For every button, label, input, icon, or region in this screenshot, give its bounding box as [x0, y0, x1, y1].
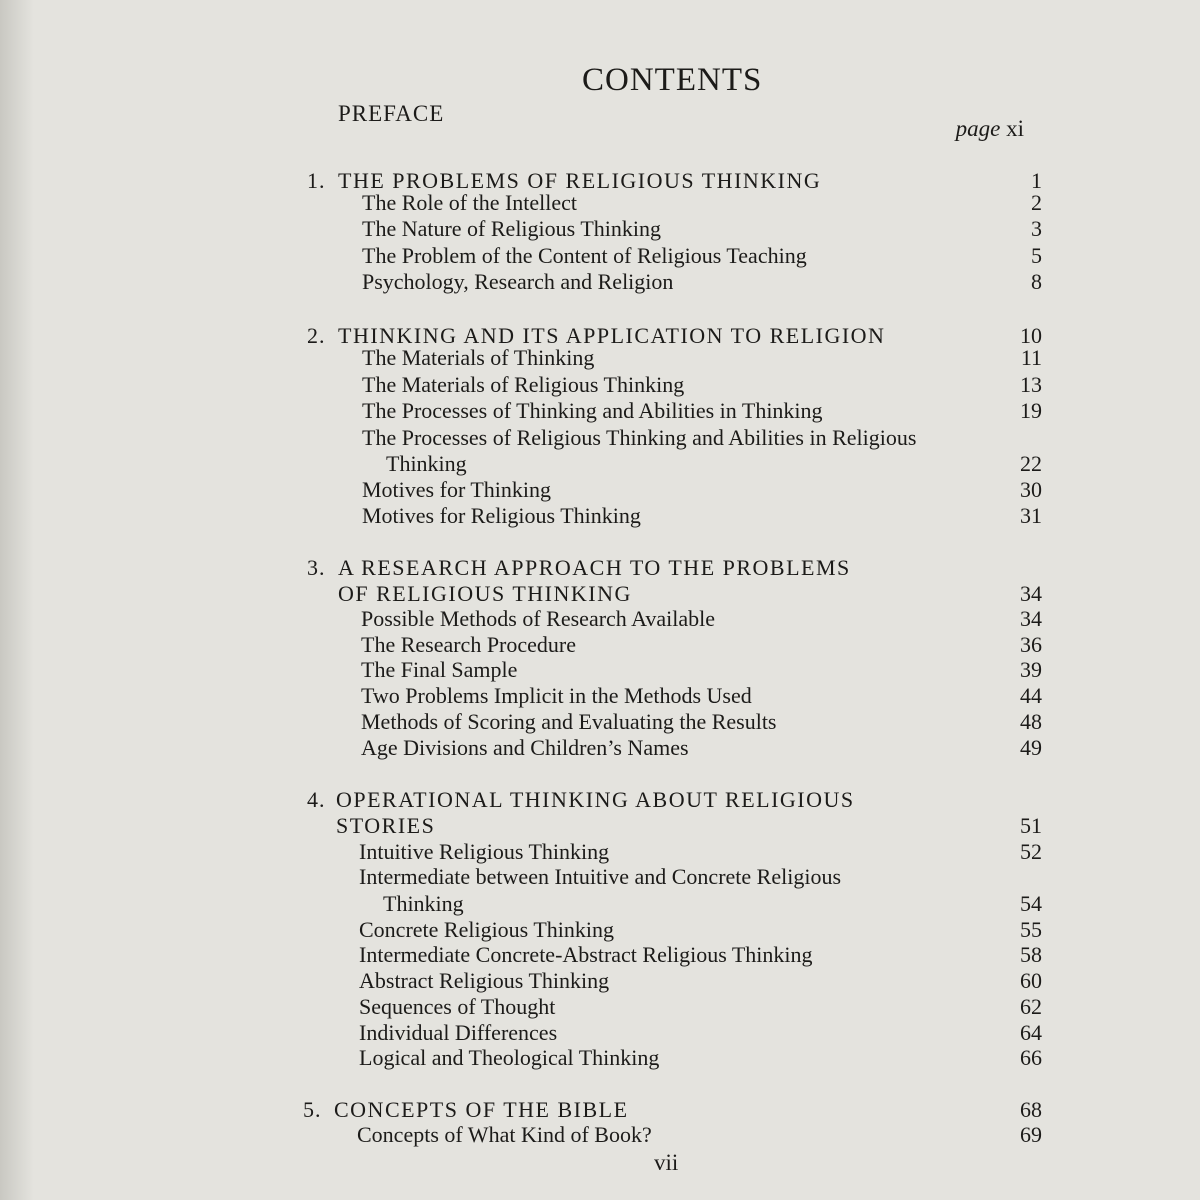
section-title: Two Problems Implicit in the Methods Used	[361, 683, 752, 708]
section-title: Age Divisions and Children’s Names	[361, 735, 689, 760]
chapter-row	[0, 555, 1200, 581]
preface-page-number: xi	[1006, 116, 1024, 141]
section-row	[0, 709, 1200, 735]
section-row	[0, 657, 1200, 683]
section-title: Concrete Religious Thinking	[359, 917, 615, 942]
section-title: The Problem of the Content of Religious Teaching	[362, 243, 807, 268]
section-title: The Materials of Thinking	[362, 345, 595, 370]
section-row	[0, 683, 1200, 709]
section-title: The Processes of Thinking and Abilities in Thinking	[362, 398, 823, 423]
page-number: 55	[1020, 917, 1042, 942]
page-number: 69	[1020, 1122, 1042, 1147]
page-folio: vii	[654, 1150, 679, 1175]
section-row	[0, 839, 1200, 865]
chapter-number: 2.	[307, 323, 326, 348]
page-number: 22	[1020, 451, 1042, 476]
section-row	[0, 1122, 1200, 1148]
section-title: Logical and Theological Thinking	[359, 1045, 660, 1070]
section-title: Intermediate between Intuitive and Concrete Religious	[359, 864, 842, 889]
section-title: The Research Procedure	[361, 632, 577, 657]
section-title: Motives for Thinking	[362, 477, 552, 502]
section-row	[0, 425, 1200, 451]
section-row	[0, 1020, 1200, 1046]
section-title: Concepts of What Kind of Book?	[357, 1122, 652, 1147]
page-number: 5	[1031, 243, 1042, 268]
section-row	[0, 994, 1200, 1020]
page-number: 44	[1020, 683, 1042, 708]
section-title: The Nature of Religious Thinking	[362, 216, 661, 241]
chapter-row	[0, 1097, 1200, 1123]
chapter-title: CONCEPTS OF THE BIBLE	[334, 1097, 629, 1122]
page-number: 54	[1020, 891, 1042, 916]
page-number: 2	[1031, 190, 1042, 215]
section-row	[0, 606, 1200, 632]
chapter-number: 5.	[303, 1097, 322, 1122]
page-number: 30	[1020, 477, 1042, 502]
chapter-title: THINKING AND ITS APPLICATION TO RELIGION	[338, 323, 886, 348]
section-row	[0, 477, 1200, 503]
section-row	[0, 891, 1200, 917]
page-number: 11	[1020, 345, 1042, 370]
section-title-continuation: Thinking	[386, 451, 467, 476]
section-title: The Role of the Intellect	[362, 190, 578, 215]
section-row	[0, 968, 1200, 994]
section-row	[0, 398, 1200, 424]
page-number: 58	[1020, 942, 1042, 967]
chapter-row	[0, 787, 1200, 813]
section-title: Psychology, Research and Religion	[362, 269, 674, 294]
page-number: 62	[1020, 994, 1042, 1019]
preface-entry: PREFACE	[338, 101, 445, 126]
page-number: 52	[1020, 839, 1042, 864]
page-number: 8	[1031, 269, 1042, 294]
page-number: 39	[1020, 657, 1042, 682]
page-number: 66	[1020, 1045, 1042, 1070]
page-number: 48	[1020, 709, 1042, 734]
section-row	[0, 372, 1200, 398]
page-title: CONTENTS	[582, 62, 763, 98]
page-number: 34	[1020, 581, 1042, 606]
page-number: 68	[1020, 1097, 1042, 1122]
section-title: The Materials of Religious Thinking	[362, 372, 685, 397]
chapter-title: OPERATIONAL THINKING ABOUT RELIGIOUS	[336, 787, 855, 812]
page-number: 34	[1020, 606, 1042, 631]
section-title: Intermediate Concrete-Abstract Religious Thinking	[359, 942, 813, 967]
section-row	[0, 216, 1200, 242]
section-row	[0, 190, 1200, 216]
section-row	[0, 345, 1200, 371]
page-number: 36	[1020, 632, 1042, 657]
chapter-row	[0, 581, 1200, 607]
section-row	[0, 864, 1200, 890]
section-row	[0, 503, 1200, 529]
section-row	[0, 1045, 1200, 1071]
section-title: Abstract Religious Thinking	[359, 968, 610, 993]
chapter-title: STORIES	[336, 813, 436, 838]
page-number: 60	[1020, 968, 1042, 993]
page-number: 19	[1020, 398, 1042, 423]
section-title: Methods of Scoring and Evaluating the Results	[361, 709, 777, 734]
page-word: page	[955, 116, 1001, 141]
section-title: The Processes of Religious Thinking and Abilities in Religious	[362, 425, 917, 450]
chapter-title: OF RELIGIOUS THINKING	[338, 581, 632, 606]
section-title: The Final Sample	[361, 657, 518, 682]
section-row	[0, 917, 1200, 943]
section-title: Motives for Religious Thinking	[362, 503, 641, 528]
section-row	[0, 632, 1200, 658]
section-title-continuation: Thinking	[383, 891, 464, 916]
chapter-row	[0, 813, 1200, 839]
page-number: 49	[1020, 735, 1042, 760]
section-row	[0, 269, 1200, 295]
section-title: Sequences of Thought	[359, 994, 556, 1019]
section-row	[0, 243, 1200, 269]
section-title: Individual Differences	[359, 1020, 558, 1045]
section-title: Possible Methods of Research Available	[361, 606, 715, 631]
page-number: 1	[1031, 168, 1042, 193]
page-number: 64	[1020, 1020, 1042, 1045]
page-number: 3	[1031, 216, 1042, 241]
page-number: 13	[1020, 372, 1042, 397]
page-number: 31	[1020, 503, 1042, 528]
chapter-number: 4.	[307, 787, 326, 812]
page-number: 51	[1020, 813, 1042, 838]
chapter-title: THE PROBLEMS OF RELIGIOUS THINKING	[338, 168, 822, 193]
chapter-number: 3.	[307, 555, 326, 580]
section-title: Intuitive Religious Thinking	[359, 839, 610, 864]
section-row	[0, 735, 1200, 761]
chapter-number: 1.	[307, 168, 326, 193]
chapter-title: A RESEARCH APPROACH TO THE PROBLEMS	[338, 555, 851, 580]
section-row	[0, 451, 1200, 477]
section-row	[0, 942, 1200, 968]
page-number: 10	[1020, 323, 1042, 348]
